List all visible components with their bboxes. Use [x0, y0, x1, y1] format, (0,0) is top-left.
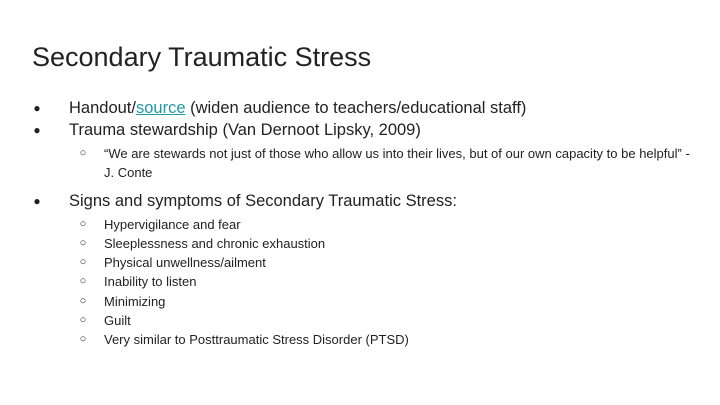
bullet-circle-icon: ○ [79, 147, 87, 159]
bullet-circle-icon: ○ [79, 275, 87, 288]
symptom-text: Guilt [104, 313, 131, 329]
symptom-item [30, 330, 690, 349]
bullet-circle-icon: ○ [79, 333, 87, 346]
quote-item [30, 144, 690, 183]
symptom-item [30, 292, 690, 311]
symptom-text: Very similar to Posttraumatic Stress Disorder (PTSD) [104, 332, 409, 348]
symptom-text: Sleeplessness and chronic exhaustion [104, 235, 326, 251]
slide-body [30, 97, 690, 350]
symptom-text: Hypervigilance and fear [104, 216, 241, 232]
bullet-trauma-stewardship [30, 119, 690, 141]
signs-symptoms-sublist [30, 215, 690, 350]
symptom-item [30, 311, 690, 330]
symptom-text: Physical unwellness/ailment [104, 255, 266, 271]
bullet-circle-icon: ○ [79, 217, 87, 230]
symptom-item [30, 253, 690, 272]
symptom-item [30, 272, 690, 291]
symptom-text: Inability to listen [104, 274, 197, 290]
bullet-dot-icon: ● [33, 123, 41, 137]
symptom-text: Minimizing [104, 293, 166, 309]
bullet-handout [30, 97, 690, 119]
trauma-stewardship-sublist [30, 144, 690, 183]
bullet-circle-icon: ○ [79, 294, 87, 307]
trauma-stewardship-text: Trauma stewardship (Van Dernoot Lipsky, 2009) [69, 121, 421, 139]
bullet-circle-icon: ○ [79, 314, 87, 327]
slide-title: Secondary Traumatic Stress [32, 42, 372, 72]
bullet-circle-icon: ○ [79, 236, 87, 249]
handout-suffix-text: (widen audience to teachers/educational staff) [185, 99, 527, 117]
bullet-dot-icon: ● [33, 101, 41, 115]
symptom-item [30, 234, 690, 253]
handout-prefix-text: Handout/ [69, 99, 136, 117]
source-link[interactable]: source [135, 99, 186, 117]
bullet-signs-symptoms [30, 190, 690, 212]
signs-symptoms-text: Signs and symptoms of Secondary Traumatic Stress: [69, 191, 457, 210]
quote-text: “We are stewards not just of those who allow us into their lives, but of our own capacity to be helpful” - J. Conte [104, 146, 690, 181]
symptom-item [30, 215, 690, 234]
bullet-circle-icon: ○ [79, 256, 87, 269]
bullet-dot-icon: ● [33, 193, 41, 208]
